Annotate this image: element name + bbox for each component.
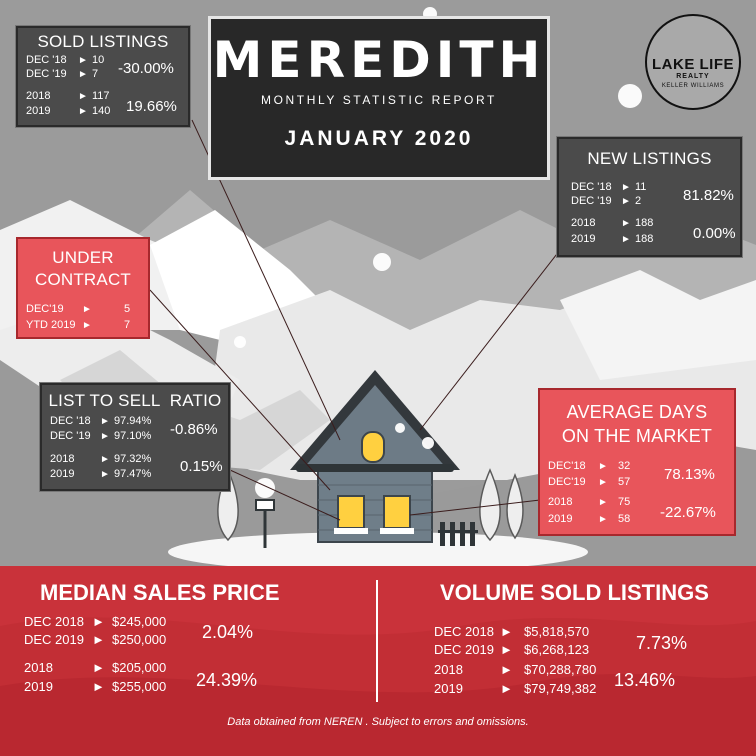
sold-listings-title: SOLD LISTINGS: [37, 32, 169, 51]
under-contract-box: UNDER CONTRACT DEC'19 ► 5 YTD 2019 ► 7: [16, 237, 150, 339]
list-to-sell-title: LIST TO SELL RATIO: [48, 391, 222, 410]
volume-month-change: 7.73%: [636, 633, 688, 653]
new-month-change: 81.82%: [683, 187, 734, 204]
volume-year-change: 13.46%: [614, 670, 676, 690]
report-period: JANUARY 2020: [284, 127, 474, 150]
sold-year-change: 19.66%: [126, 98, 177, 115]
city-title: MEREDITH: [212, 31, 546, 89]
footer-panel: MEDIAN SALES PRICE DEC 2018 ► $245,000 DEC 2019 ► $250,000 2.04% 2018 ► $205,000 2019 ► $255,000 24.39% VOLUME SOLD LISTINGS DEC 2018 ► $5,818,570 DEC 2019 ► $6,268,123 7.73% 2018 ► $70,288,780 2019 ► $79,749,382 13.46%: [0, 566, 756, 756]
days-month-change: 78.13%: [664, 466, 715, 483]
volume-sold-title: VOLUME SOLD LISTINGS: [440, 580, 709, 605]
list-to-sell-ratio-box: LIST TO SELL RATIO DEC '18 ► 97.94% DEC '19 ► 97.10% -0.86% 2018 ► 97.32% 2019 ► 97.47% 0.15%: [40, 383, 230, 491]
days-year-change: -22.67%: [660, 504, 716, 521]
median-month-change: 2.04%: [202, 622, 254, 642]
report-subtitle: MONTHLY STATISTIC REPORT: [261, 93, 497, 107]
under-contract-title: UNDER CONTRACT: [34, 248, 132, 289]
average-days-box: AVERAGE DAYS ON THE MARKET DEC'18 ► 32 DEC'19 ► 57 78.13% 2018 ► 75 2019 ► 58 -22.67%: [538, 388, 736, 536]
sold-month-change: -30.00%: [118, 60, 174, 77]
report-title-box: [208, 16, 550, 180]
sold-listings-box: SOLD LISTINGS DEC '18 ► 10 DEC '19 ► 7 -30.00% 2018 ► 117 2019 ► 140 19.66%: [16, 26, 190, 127]
new-year-change: 0.00%: [693, 225, 736, 242]
lake-life-realty-logo: LAKE LIFE REALTY KELLER WILLIAMS: [645, 14, 741, 110]
new-listings-box: NEW LISTINGS DEC '18 ► 11 DEC '19 ► 2 81.82% 2018 ► 188 2019 ► 188 0.00%: [557, 137, 742, 257]
average-days-title: AVERAGE DAYS ON THE MARKET: [561, 402, 713, 446]
median-year-change: 24.39%: [196, 670, 258, 690]
new-listings-title: NEW LISTINGS: [587, 149, 712, 168]
ratio-year-change: 0.15%: [180, 458, 223, 475]
ratio-month-change: -0.86%: [170, 421, 218, 438]
disclaimer-text: Data obtained from NEREN . Subject to errors and omissions.: [227, 716, 529, 728]
median-sales-price-title: MEDIAN SALES PRICE: [40, 580, 280, 605]
